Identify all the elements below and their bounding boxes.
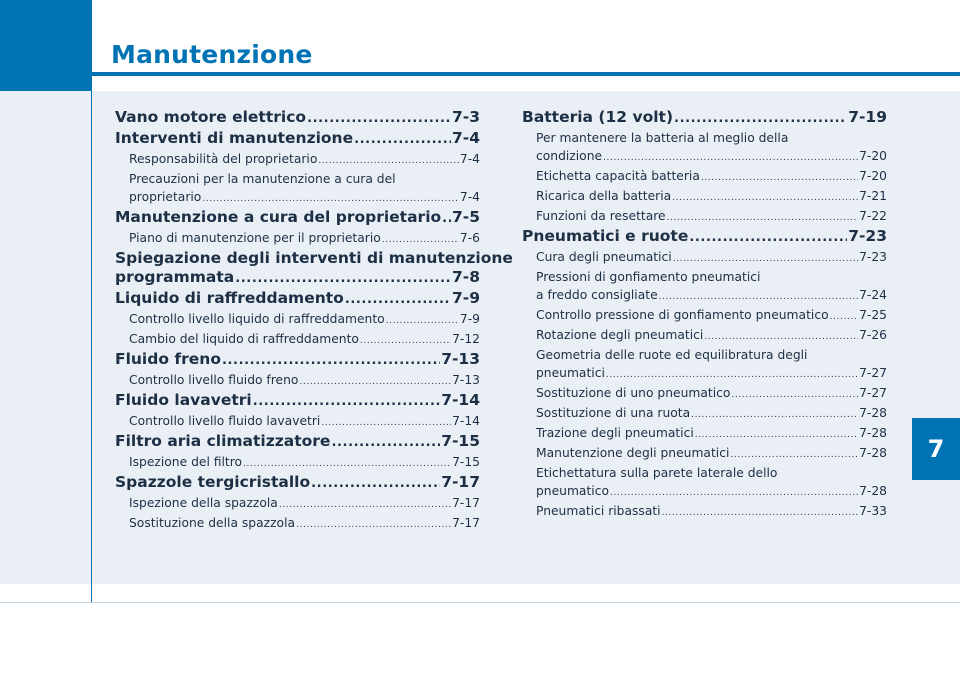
toc-entry-sub[interactable] (522, 464, 887, 502)
toc-entry-title: Manutenzione a cura del proprietario (115, 208, 442, 226)
toc-entry-sub[interactable] (522, 424, 887, 444)
toc-entry-sub[interactable] (522, 167, 887, 187)
toc-entry-sub[interactable] (522, 129, 887, 167)
toc-entry-row (115, 289, 480, 309)
toc-entry-sub[interactable] (522, 248, 887, 268)
dot-leader (830, 308, 858, 326)
toc-entry-page: 7-28 (859, 446, 887, 460)
dot-leader (321, 414, 451, 432)
dot-leader (704, 328, 858, 346)
toc-entry-title: Pneumatici e ruote (522, 227, 689, 245)
toc-entry-title: Vano motore elettrico (115, 108, 307, 126)
dot-leader (222, 351, 440, 370)
toc-entry-row (115, 473, 480, 493)
toc-entry-main[interactable] (115, 432, 480, 452)
toc-entry-sub[interactable] (522, 444, 887, 464)
toc-entry-title: Sostituzione della spazzola (129, 516, 296, 530)
toc-entry-page: 7-9 (451, 289, 480, 307)
dot-leader (603, 149, 858, 167)
dot-leader (701, 169, 858, 187)
toc-entry-sub[interactable] (115, 412, 480, 432)
toc-entry-row (536, 502, 887, 522)
toc-entry-title: Ispezione della spazzola (129, 496, 278, 510)
toc-entry-sub[interactable] (522, 187, 887, 207)
toc-entry-title: Controllo pressione di gonfiamento pneumatico (536, 308, 829, 322)
toc-entry-title: Controllo livello fluido lavavetri (129, 414, 321, 428)
toc-entry-title: pneumatici (536, 366, 605, 380)
toc-entry-row (536, 384, 887, 404)
toc-entry-page: 7-17 (452, 496, 480, 510)
toc-entry-page: 7-13 (441, 350, 480, 368)
toc-entry-title: programmata (115, 268, 235, 286)
dot-leader (307, 109, 451, 128)
toc-entry-row (115, 350, 480, 370)
toc-entry-page: 7-22 (859, 209, 887, 223)
toc-entry-title-line1: Etichettatura sulla parete laterale dello (536, 466, 778, 480)
toc-entry-row (115, 432, 480, 452)
toc-entry-page: 7-28 (859, 426, 887, 440)
toc-entry-row (536, 326, 887, 346)
toc-right-column (522, 108, 887, 522)
toc-entry-row (522, 227, 887, 247)
toc-entry-main[interactable] (115, 108, 480, 128)
dot-leader (202, 190, 459, 208)
toc-entry-row (536, 444, 887, 464)
toc-entry-sub[interactable] (115, 310, 480, 330)
toc-entry-row (536, 404, 887, 424)
toc-entry-row (536, 424, 887, 444)
toc-entry-row (129, 453, 480, 473)
toc-entry-row (129, 188, 480, 208)
toc-entry-title: condizione (536, 149, 603, 163)
dot-leader (296, 516, 451, 534)
dot-leader (672, 189, 858, 207)
dot-leader (662, 504, 858, 522)
toc-entry-page: 7-14 (441, 391, 480, 409)
toc-entry-page: 7-24 (859, 288, 887, 302)
margin-rule (91, 0, 92, 602)
dot-leader (331, 433, 440, 452)
toc-entry-row (522, 108, 887, 128)
toc-entry-title: Fluido lavavetri (115, 391, 252, 409)
toc-entry-row (115, 129, 480, 149)
toc-entry-title: Interventi di manutenzione (115, 129, 354, 147)
toc-entry-sub[interactable] (115, 229, 480, 249)
toc-entry-main[interactable] (115, 391, 480, 411)
toc-entry-page: 7-33 (859, 504, 887, 518)
toc-entry-main[interactable] (115, 289, 480, 309)
toc-entry-row (129, 330, 480, 350)
toc-entry-page: 7-12 (452, 332, 480, 346)
dot-leader (235, 269, 451, 288)
toc-entry-title: Filtro aria climatizzatore (115, 432, 331, 450)
toc-entry-page: 7-17 (441, 473, 480, 491)
dot-leader (667, 209, 858, 227)
toc-entry-row (536, 482, 887, 502)
toc-entry-row (536, 306, 887, 326)
toc-entry-title: Trazione degli pneumatici (536, 426, 694, 440)
toc-entry-title-line1: Per mantenere la batteria al meglio della (536, 131, 789, 145)
dot-leader (279, 496, 451, 514)
toc-entry-sub[interactable] (522, 502, 887, 522)
toc-entry-title: Spazzole tergicristallo (115, 473, 311, 491)
toc-entry-row (129, 150, 480, 170)
toc-entry-title: Sostituzione di una ruota (536, 406, 691, 420)
toc-entry-page: 7-26 (859, 328, 887, 342)
toc-entry-title: pneumatico (536, 484, 609, 498)
toc-entry-row (129, 412, 480, 432)
toc-entry-title: Manutenzione degli pneumatici (536, 446, 730, 460)
toc-entry-page: 7-5 (451, 208, 480, 226)
dot-leader (382, 231, 459, 249)
toc-entry-sub[interactable] (522, 326, 887, 346)
toc-entry-page: 7-6 (459, 231, 480, 245)
toc-entry-sub[interactable] (115, 514, 480, 534)
title-rule (91, 72, 960, 76)
toc-entry-title: proprietario (129, 190, 202, 204)
toc-entry-row (129, 514, 480, 534)
toc-entry-page: 7-3 (451, 108, 480, 126)
toc-entry-row (536, 207, 887, 227)
toc-entry-sub[interactable] (115, 150, 480, 170)
toc-entry-sub[interactable] (115, 494, 480, 514)
toc-entry-title: Rotazione degli pneumatici (536, 328, 704, 342)
toc-entry-page: 7-4 (459, 152, 480, 166)
toc-entry-sub[interactable] (115, 453, 480, 473)
toc-entry-page: 7-25 (859, 308, 887, 322)
toc-entry-sub[interactable] (115, 371, 480, 391)
toc-entry-row (129, 494, 480, 514)
toc-entry-page: 7-20 (859, 169, 887, 183)
dot-leader (731, 386, 858, 404)
dot-leader (318, 152, 459, 170)
toc-entry-row (115, 391, 480, 411)
toc-entry-sub[interactable] (522, 268, 887, 306)
toc-entry-page: 7-17 (452, 516, 480, 530)
corner-block (0, 0, 91, 91)
toc-entry-main[interactable] (115, 473, 480, 493)
toc-entry-title: Ispezione del filtro (129, 455, 243, 469)
toc-entry-page: 7-28 (859, 484, 887, 498)
toc-entry-row (129, 229, 480, 249)
toc-entry-page: 7-9 (459, 312, 480, 326)
toc-entry-sub[interactable] (115, 170, 480, 208)
dot-leader (659, 288, 858, 306)
toc-entry-title: a freddo consigliate (536, 288, 658, 302)
toc-entry-page: 7-8 (451, 268, 480, 286)
toc-entry-page: 7-19 (848, 108, 887, 126)
dot-leader (673, 250, 858, 268)
toc-entry-sub[interactable] (115, 330, 480, 350)
toc-entry-title: Cambio del liquido di raffreddamento (129, 332, 359, 346)
dot-leader (730, 446, 858, 464)
page-title: Manutenzione (111, 40, 313, 69)
toc-entry-main[interactable] (522, 108, 887, 128)
toc-entry-title: Controllo livello fluido freno (129, 373, 299, 387)
toc-entry-page: 7-27 (859, 386, 887, 400)
toc-entry-main[interactable] (115, 249, 513, 288)
toc-entry-main[interactable] (522, 227, 887, 247)
toc-entry-title: Batteria (12 volt) (522, 108, 674, 126)
toc-entry-sub[interactable] (522, 384, 887, 404)
toc-entry-title: Pneumatici ribassati (536, 504, 661, 518)
toc-entry-page: 7-28 (859, 406, 887, 420)
toc-entry-main[interactable] (115, 350, 480, 370)
toc-entry-title: Liquido di raffreddamento (115, 289, 344, 307)
toc-entry-page: 7-21 (859, 189, 887, 203)
dot-leader (311, 474, 440, 493)
toc-entry-page: 7-4 (459, 190, 480, 204)
toc-entry-title: Controllo livello liquido di raffreddamento (129, 312, 385, 326)
toc-entry-row (536, 364, 887, 384)
dot-leader (695, 426, 858, 444)
toc-entry-row (536, 286, 887, 306)
toc-entry-row (536, 187, 887, 207)
chapter-number: 7 (927, 435, 945, 463)
dot-leader (253, 392, 440, 411)
toc-entry-page: 7-13 (452, 373, 480, 387)
dot-leader (345, 290, 451, 309)
toc-entry-row (115, 108, 480, 128)
toc-entry-row (536, 167, 887, 187)
dot-leader (442, 209, 451, 228)
toc-entry-title: Etichetta capacità batteria (536, 169, 700, 183)
toc-entry-title: Cura degli pneumatici (536, 250, 672, 264)
dot-leader (386, 312, 459, 330)
toc-left-column (115, 108, 513, 534)
toc-entry-title-line1: Spiegazione degli interventi di manutenzione (115, 249, 513, 267)
dot-leader (606, 366, 858, 384)
dot-leader (360, 332, 451, 350)
footer-rule (0, 602, 960, 603)
toc-entry-sub[interactable] (522, 346, 887, 384)
toc-entry-title: Sostituzione di uno pneumatico (536, 386, 731, 400)
toc-entry-title: Ricarica della batteria (536, 189, 672, 203)
toc-entry-page: 7-4 (451, 129, 480, 147)
toc-entry-page: 7-23 (848, 227, 887, 245)
dot-leader (689, 228, 847, 247)
toc-entry-title-line1: Precauzioni per la manutenzione a cura del (129, 172, 396, 186)
toc-entry-page: 7-15 (441, 432, 480, 450)
toc-entry-sub[interactable] (522, 404, 887, 424)
dot-leader (243, 455, 451, 473)
chapter-tab[interactable] (912, 418, 960, 480)
toc-entry-title-line1: Pressioni di gonfiamento pneumatici (536, 270, 761, 284)
toc-entry-sub[interactable] (522, 207, 887, 227)
toc-entry-title: Fluido freno (115, 350, 221, 368)
dot-leader (691, 406, 858, 424)
dot-leader (299, 373, 451, 391)
toc-entry-row (129, 371, 480, 391)
toc-entry-main[interactable] (115, 208, 480, 228)
toc-entry-sub[interactable] (522, 306, 887, 326)
toc-entry-main[interactable] (115, 129, 480, 149)
toc-entry-page: 7-20 (859, 149, 887, 163)
dot-leader (610, 484, 858, 502)
dot-leader (354, 130, 451, 149)
toc-entry-page: 7-15 (452, 455, 480, 469)
toc-entry-page: 7-14 (452, 414, 480, 428)
toc-entry-title: Piano di manutenzione per il proprietario (129, 231, 381, 245)
toc-entry-row (536, 248, 887, 268)
toc-entry-row (115, 208, 480, 228)
toc-entry-title-line1: Geometria delle ruote ed equilibratura degli (536, 348, 808, 362)
toc-entry-page: 7-23 (859, 250, 887, 264)
toc-entry-title: Funzioni da resettare (536, 209, 666, 223)
dot-leader (674, 109, 847, 128)
toc-entry-row (129, 310, 480, 330)
toc-entry-row (536, 147, 887, 167)
toc-entry-title: Responsabilità del proprietario (129, 152, 318, 166)
toc-entry-page: 7-27 (859, 366, 887, 380)
toc-entry-row (115, 268, 480, 288)
